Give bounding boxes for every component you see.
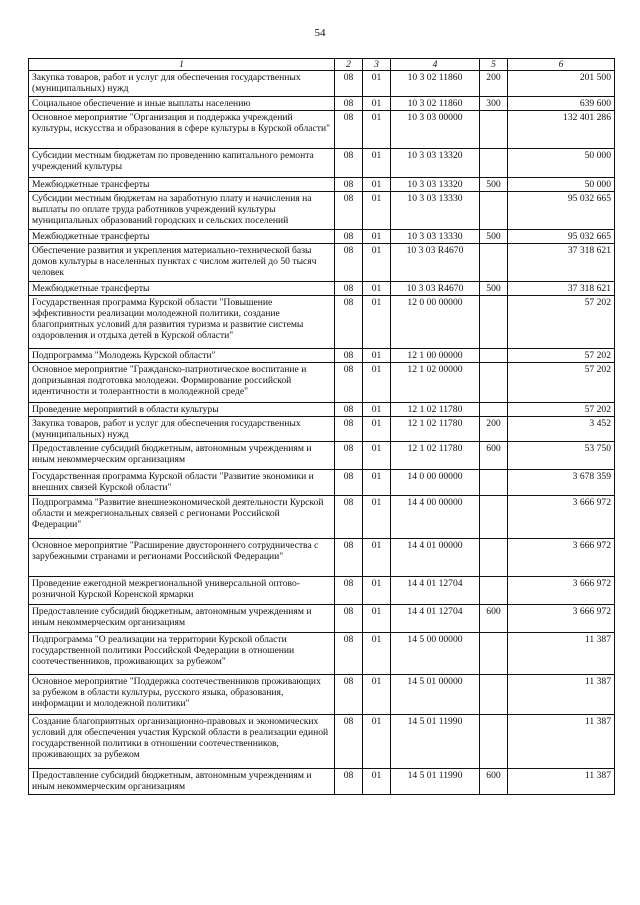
- row-subsection-cell: 01: [363, 349, 391, 363]
- row-amount-cell: 639 600: [508, 97, 615, 111]
- row-name-cell: Создание благоприятных организационно-правовых и экономических условий для обеспечения участия Курской области в реализации единой государственной политики в отношении соотечественников, проживающих за рубежом: [29, 715, 335, 769]
- row-subsection-cell: 01: [363, 577, 391, 605]
- row-target-article-cell: 10 3 03 13330: [391, 230, 480, 244]
- row-amount-cell: 11 387: [508, 715, 615, 769]
- row-expense-type-cell: [480, 470, 508, 496]
- row-name-cell: Государственная программа Курской области "Развитие экономики и внешних связей Курской области": [29, 470, 335, 496]
- table-row: [29, 633, 615, 675]
- row-section-cell: 08: [335, 539, 363, 577]
- table-row: [29, 496, 615, 539]
- row-amount-cell: 57 202: [508, 296, 615, 349]
- row-subsection-cell: 01: [363, 417, 391, 442]
- row-section-cell: 08: [335, 296, 363, 349]
- row-section-cell: 08: [335, 282, 363, 296]
- column-header-section: 2: [335, 59, 363, 71]
- table-row: [29, 149, 615, 178]
- row-subsection-cell: 01: [363, 282, 391, 296]
- column-header-expense-type: 5: [480, 59, 508, 71]
- table-row: [29, 769, 615, 795]
- row-section-cell: 08: [335, 71, 363, 97]
- row-name-cell: Предоставление субсидий бюджетным, автономным учреждениям и иным некоммерческим организациям: [29, 605, 335, 633]
- row-amount-cell: 3 666 972: [508, 496, 615, 539]
- row-amount-cell: 3 452: [508, 417, 615, 442]
- row-name-cell: Подпрограмма "Молодежь Курской области": [29, 349, 335, 363]
- row-name-cell: Подпрограмма "О реализации на территории Курской области государственной политики Российской Федерации в отношении соотечественников, проживающих за рубежом": [29, 633, 335, 675]
- row-target-article-cell: 12 1 00 00000: [391, 349, 480, 363]
- table-row: [29, 363, 615, 403]
- row-amount-cell: 11 387: [508, 769, 615, 795]
- row-section-cell: 08: [335, 111, 363, 149]
- row-section-cell: 08: [335, 633, 363, 675]
- row-target-article-cell: 12 1 02 11780: [391, 403, 480, 417]
- row-subsection-cell: 01: [363, 539, 391, 577]
- row-expense-type-cell: 600: [480, 442, 508, 470]
- column-header-subsection: 3: [363, 59, 391, 71]
- row-name-cell: Субсидии местным бюджетам по проведению капитального ремонта учреждений культуры: [29, 149, 335, 178]
- column-header-amount: 6: [508, 59, 615, 71]
- row-target-article-cell: 12 0 00 00000: [391, 296, 480, 349]
- row-expense-type-cell: [480, 403, 508, 417]
- row-section-cell: 08: [335, 496, 363, 539]
- table-row: [29, 192, 615, 230]
- row-target-article-cell: 14 5 01 11990: [391, 769, 480, 795]
- row-subsection-cell: 01: [363, 296, 391, 349]
- row-name-cell: Социальное обеспечение и иные выплаты населению: [29, 97, 335, 111]
- row-target-article-cell: 10 3 02 11860: [391, 97, 480, 111]
- row-amount-cell: 3 678 359: [508, 470, 615, 496]
- row-target-article-cell: 10 3 03 13330: [391, 192, 480, 230]
- table-row: [29, 111, 615, 149]
- row-name-cell: Основное мероприятие "Поддержка соотечественников проживающих за рубежом в области культуры, русского языка, образования, информации и молодежной политики": [29, 675, 335, 715]
- table-row: [29, 71, 615, 97]
- row-amount-cell: 50 000: [508, 178, 615, 192]
- table-row: [29, 97, 615, 111]
- row-amount-cell: 57 202: [508, 403, 615, 417]
- row-expense-type-cell: [480, 715, 508, 769]
- table-row: [29, 349, 615, 363]
- row-amount-cell: 201 500: [508, 71, 615, 97]
- row-name-cell: Основное мероприятие "Гражданско-патриотическое воспитание и допризывная подготовка молодежи. Формирование российской идентичности и толерантности в молодежной среде": [29, 363, 335, 403]
- row-amount-cell: 95 032 665: [508, 230, 615, 244]
- row-expense-type-cell: 500: [480, 178, 508, 192]
- row-name-cell: Межбюджетные трансферты: [29, 282, 335, 296]
- row-expense-type-cell: [480, 577, 508, 605]
- row-subsection-cell: 01: [363, 363, 391, 403]
- row-section-cell: 08: [335, 470, 363, 496]
- table-row: [29, 577, 615, 605]
- table-row: [29, 403, 615, 417]
- row-expense-type-cell: [480, 539, 508, 577]
- row-expense-type-cell: 300: [480, 97, 508, 111]
- budget-table: [28, 58, 615, 795]
- row-expense-type-cell: [480, 363, 508, 403]
- row-amount-cell: 3 666 972: [508, 539, 615, 577]
- row-amount-cell: 95 032 665: [508, 192, 615, 230]
- row-section-cell: 08: [335, 230, 363, 244]
- table-row: [29, 605, 615, 633]
- table-row: [29, 282, 615, 296]
- row-amount-cell: 50 000: [508, 149, 615, 178]
- row-subsection-cell: 01: [363, 715, 391, 769]
- row-subsection-cell: 01: [363, 675, 391, 715]
- row-name-cell: Предоставление субсидий бюджетным, автономным учреждениям и иным некоммерческим организациям: [29, 442, 335, 470]
- row-expense-type-cell: 200: [480, 71, 508, 97]
- row-target-article-cell: 14 5 01 00000: [391, 675, 480, 715]
- row-target-article-cell: 12 1 02 11780: [391, 417, 480, 442]
- row-name-cell: Закупка товаров, работ и услуг для обеспечения государственных (муниципальных) нужд: [29, 71, 335, 97]
- row-subsection-cell: 01: [363, 496, 391, 539]
- row-subsection-cell: 01: [363, 244, 391, 282]
- row-amount-cell: 11 387: [508, 633, 615, 675]
- row-target-article-cell: 14 4 00 00000: [391, 496, 480, 539]
- row-expense-type-cell: [480, 633, 508, 675]
- row-amount-cell: 3 666 972: [508, 605, 615, 633]
- row-target-article-cell: 14 4 01 00000: [391, 539, 480, 577]
- row-section-cell: 08: [335, 403, 363, 417]
- row-subsection-cell: 01: [363, 71, 391, 97]
- row-amount-cell: 11 387: [508, 675, 615, 715]
- row-expense-type-cell: 600: [480, 605, 508, 633]
- row-expense-type-cell: [480, 192, 508, 230]
- row-amount-cell: 57 202: [508, 349, 615, 363]
- row-amount-cell: 132 401 286: [508, 111, 615, 149]
- table-row: [29, 715, 615, 769]
- row-amount-cell: 57 202: [508, 363, 615, 403]
- row-target-article-cell: 14 4 01 12704: [391, 577, 480, 605]
- row-subsection-cell: 01: [363, 178, 391, 192]
- row-expense-type-cell: [480, 349, 508, 363]
- row-target-article-cell: 10 3 03 R4670: [391, 282, 480, 296]
- row-section-cell: 08: [335, 675, 363, 715]
- row-section-cell: 08: [335, 244, 363, 282]
- row-name-cell: Подпрограмма "Развитие внешнеэкономической деятельности Курской области и межрегиональных связей с регионами Российской Федерации": [29, 496, 335, 539]
- row-section-cell: 08: [335, 715, 363, 769]
- row-name-cell: Обеспечение развития и укрепления материально-технической базы домов культуры в населенных пунктах с числом жителей до 50 тысяч человек: [29, 244, 335, 282]
- table-row: [29, 539, 615, 577]
- row-section-cell: 08: [335, 417, 363, 442]
- row-section-cell: 08: [335, 605, 363, 633]
- row-subsection-cell: 01: [363, 149, 391, 178]
- row-amount-cell: 37 318 621: [508, 282, 615, 296]
- row-target-article-cell: 10 3 03 13320: [391, 178, 480, 192]
- row-expense-type-cell: 200: [480, 417, 508, 442]
- row-subsection-cell: 01: [363, 97, 391, 111]
- row-subsection-cell: 01: [363, 769, 391, 795]
- row-target-article-cell: 12 1 02 11780: [391, 442, 480, 470]
- row-name-cell: Закупка товаров, работ и услуг для обеспечения государственных (муниципальных) нужд: [29, 417, 335, 442]
- row-section-cell: 08: [335, 577, 363, 605]
- row-name-cell: Основное мероприятие "Расширение двустороннего сотрудничества с зарубежными странами и регионами Российской Федерации": [29, 539, 335, 577]
- row-name-cell: Основное мероприятие "Организация и поддержка учреждений культуры, искусства и образования в сфере культуры в Курской области": [29, 111, 335, 149]
- row-expense-type-cell: [480, 149, 508, 178]
- row-subsection-cell: 01: [363, 442, 391, 470]
- row-section-cell: 08: [335, 349, 363, 363]
- row-section-cell: 08: [335, 192, 363, 230]
- row-subsection-cell: 01: [363, 605, 391, 633]
- row-section-cell: 08: [335, 769, 363, 795]
- table-row: [29, 296, 615, 349]
- row-target-article-cell: 10 3 02 11860: [391, 71, 480, 97]
- row-target-article-cell: 10 3 03 00000: [391, 111, 480, 149]
- table-row: [29, 417, 615, 442]
- row-section-cell: 08: [335, 149, 363, 178]
- row-expense-type-cell: [480, 496, 508, 539]
- table-row: [29, 230, 615, 244]
- row-expense-type-cell: [480, 244, 508, 282]
- row-section-cell: 08: [335, 363, 363, 403]
- row-target-article-cell: 14 0 00 00000: [391, 470, 480, 496]
- row-amount-cell: 53 750: [508, 442, 615, 470]
- page-number: 54: [314, 27, 326, 39]
- row-name-cell: Проведение мероприятий в области культуры: [29, 403, 335, 417]
- row-name-cell: Межбюджетные трансферты: [29, 178, 335, 192]
- table-row: [29, 675, 615, 715]
- row-subsection-cell: 01: [363, 111, 391, 149]
- row-target-article-cell: 10 3 03 R4670: [391, 244, 480, 282]
- row-expense-type-cell: [480, 675, 508, 715]
- row-subsection-cell: 01: [363, 192, 391, 230]
- row-target-article-cell: 14 4 01 12704: [391, 605, 480, 633]
- table-body: [29, 71, 615, 795]
- table-row: [29, 178, 615, 192]
- table-row: [29, 442, 615, 470]
- row-subsection-cell: 01: [363, 403, 391, 417]
- row-name-cell: Предоставление субсидий бюджетным, автономным учреждениям и иным некоммерческим организациям: [29, 769, 335, 795]
- row-name-cell: Межбюджетные трансферты: [29, 230, 335, 244]
- table-row: [29, 244, 615, 282]
- row-expense-type-cell: 500: [480, 230, 508, 244]
- table-row: [29, 470, 615, 496]
- column-number-row: [29, 59, 615, 71]
- row-expense-type-cell: [480, 111, 508, 149]
- row-expense-type-cell: 600: [480, 769, 508, 795]
- row-subsection-cell: 01: [363, 470, 391, 496]
- row-amount-cell: 37 318 621: [508, 244, 615, 282]
- row-target-article-cell: 14 5 01 11990: [391, 715, 480, 769]
- row-name-cell: Государственная программа Курской области "Повышение эффективности реализации молодежной политики, создание благоприятных условий для развития туризма и развитие системы оздоровления и отдыха детей в Курской области": [29, 296, 335, 349]
- row-target-article-cell: 12 1 02 00000: [391, 363, 480, 403]
- row-expense-type-cell: [480, 296, 508, 349]
- row-name-cell: Субсидии местным бюджетам на заработную плату и начисления на выплаты по оплате труда работников учреждений культуры муниципальных образований городских и сельских поселений: [29, 192, 335, 230]
- column-header-target-article: 4: [391, 59, 480, 71]
- row-section-cell: 08: [335, 97, 363, 111]
- row-subsection-cell: 01: [363, 633, 391, 675]
- row-target-article-cell: 14 5 00 00000: [391, 633, 480, 675]
- row-section-cell: 08: [335, 178, 363, 192]
- column-header-name: 1: [29, 59, 335, 71]
- row-subsection-cell: 01: [363, 230, 391, 244]
- row-target-article-cell: 10 3 03 13320: [391, 149, 480, 178]
- row-name-cell: Проведение ежегодной межрегиональной универсальной оптово-розничной Курской Коренской ярмарки: [29, 577, 335, 605]
- row-expense-type-cell: 500: [480, 282, 508, 296]
- row-section-cell: 08: [335, 442, 363, 470]
- row-amount-cell: 3 666 972: [508, 577, 615, 605]
